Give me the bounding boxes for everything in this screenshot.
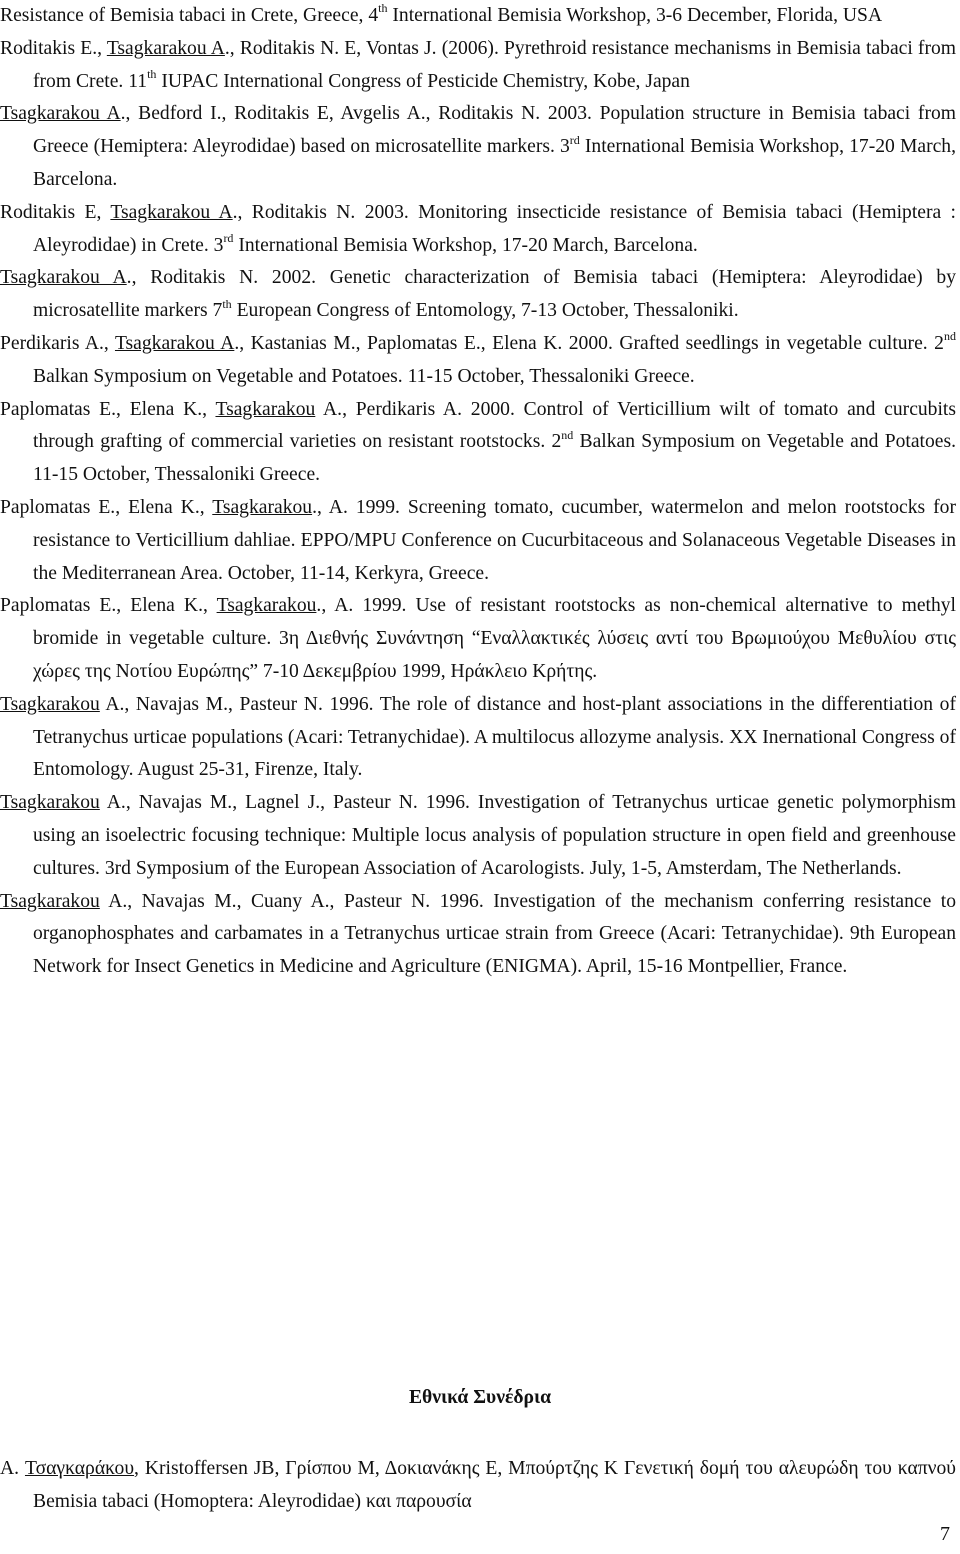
reference-text: International Bemisia Workshop, 17-20 March, Barcelona.: [33, 136, 956, 190]
reference-item: [0, 328, 960, 394]
reference-text: International Bemisia Workshop, 3-6 December, Florida, USA: [387, 5, 883, 26]
superscript: th: [378, 1, 388, 16]
reference-text: ., A. 1999. Screening tomato, cucumber, watermelon and melon rootstocks for resistance to Verticillium dahliae. EPPO/MPU Conference on Cucurbitaceous and Solanaceous Vegetable Diseases in the Mediterranean Area. October, 11-14, Kerkyra, Greece.: [33, 496, 957, 584]
highlighted-author: Tsagkarakou: [215, 398, 316, 420]
highlighted-author: Tsagkarakou: [0, 890, 100, 912]
page-number: 7: [940, 1523, 950, 1545]
highlighted-author: Tsagkarakou: [0, 792, 100, 814]
reference-text: ., Kastanias M., Paplomatas E., Elena K. 2000. Grafted seedlings in vegetable culture. 2: [234, 332, 944, 354]
superscript: rd: [569, 132, 580, 147]
highlighted-author: Tsagkarakou A: [106, 37, 225, 59]
superscript: th: [222, 296, 232, 311]
reference-text: ., Bedford I., Roditakis E, Avgelis A., Roditakis N. 2003. Population structure in Bemisia tabaci from Greece (Hemiptera: Aleyrodidae) based on microsatellite markers. 3: [33, 103, 957, 158]
reference-authors: Roditakis E,: [0, 201, 111, 223]
reference-item: [0, 886, 960, 984]
highlighted-author: Τσαγκαράκου: [24, 1458, 135, 1479]
reference-authors: Roditakis E.,: [0, 37, 107, 59]
reference-authors: Perdikaris A.,: [0, 332, 115, 354]
reference-text: ., Roditakis N. E, Vontas J. (2006). Pyrethroid resistance mechanisms in Bemisia tabaci from from Crete. 11: [33, 37, 957, 92]
reference-text: ., Roditakis N. 2003. Monitoring insecticide resistance of Bemisia tabaci (Hemiptera : Aleyrodidae) in Crete. 3: [33, 201, 956, 256]
reference-authors: Paplomatas E., Elena K.,: [0, 496, 213, 518]
reference-authors: Paplomatas E., Elena K.,: [0, 595, 217, 617]
reference-text: A., Navajas M., Cuany A., Pasteur N. 1996. Investigation of the mechanism conferring resistance to organophosphates and carbamates in a Tetranychus urticae strain from Greece (Acari: Tetranychidae). 9th European Network for Insect Genetics in Medicine and Agriculture (ENIGMA). April, 15-16 Montpellier, France.: [33, 890, 956, 978]
reference-text: A., Perdikaris A. 2000. Control of Verticillium wilt of tomato and curcubits through grafting of commercial varieties on resistant rootstocks. 2: [33, 398, 956, 453]
reference-text: IUPAC International Congress of Pesticide Chemistry, Kobe, Japan: [156, 70, 690, 92]
reference-text: ., Roditakis N. 2002. Genetic characterization of Bemisia tabaci (Hemiptera: Aleyrodidae) by microsatellite markers 7: [33, 267, 957, 322]
reference-text: International Bemisia Workshop, 17-20 March, Barcelona.: [233, 234, 698, 256]
reference-item: [0, 394, 960, 492]
reference-item: [0, 262, 960, 328]
reference-item: [0, 1453, 960, 1519]
reference-text: , Kristoffersen JB, Γρίσπου Μ, Δοκιανάκης Ε, Μπούρτζης Κ Γενετική δομή του αλευρώδη του καπνού Bemisia tabaci (Homoptera: Aleyrodidae) και παρουσία: [33, 1458, 956, 1512]
reference-item: [0, 787, 960, 885]
reference-text: A., Navajas M., Lagnel J., Pasteur N. 1996. Investigation of Tetranychus urticae genetic polymorphism using an isoelectric focusing technique: Multiple locus analysis of population structure in open field and greenhouse cultures. 3rd Symposium of the European Association of Acarologists. July, 1-5, Amsterdam, The Netherlands.: [33, 792, 956, 879]
reference-authors: Paplomatas E., Elena K.,: [0, 398, 216, 420]
reference-item: [0, 33, 960, 99]
highlighted-author: Tsagkarakou A: [0, 267, 127, 289]
reference-item: [0, 492, 960, 590]
reference-text: Balkan Symposium on Vegetable and Potatoes. 11-15 October, Thessaloniki Greece.: [33, 431, 956, 486]
highlighted-author: Tsagkarakou: [212, 496, 313, 518]
reference-item: [0, 98, 960, 196]
reference-item: [0, 590, 960, 688]
reference-item: [0, 0, 960, 33]
reference-text: ., A. 1999. Use of resistant rootstocks as non-chemical alternative to methyl bromide in vegetable culture. 3η Διεθνής Συνάντηση “Εναλλακτικές λύσεις αντί του Βρωμιούχου Μεθυλίου στις χώρες της Νοτίου Ευρώπης” 7-10 Δεκεμβρίου 1999, Ηράκλειο Κρήτης.: [33, 595, 956, 682]
section-heading: Εθνικά Συνέδρια: [408, 1387, 552, 1408]
highlighted-author: Tsagkarakou: [216, 595, 317, 617]
superscript: th: [147, 67, 157, 82]
superscript: nd: [943, 329, 956, 344]
superscript: nd: [561, 427, 574, 442]
highlighted-author: Tsagkarakou A: [114, 332, 235, 354]
superscript: rd: [223, 231, 234, 246]
reference-authors: A.: [0, 1458, 25, 1479]
reference-item: [0, 689, 960, 787]
reference-text: Resistance of Bemisia tabaci in Crete, Greece, 4: [0, 5, 379, 26]
highlighted-author: Tsagkarakou A: [110, 201, 233, 223]
reference-text: Balkan Symposium on Vegetable and Potatoes. 11-15 October, Thessaloniki Greece.: [33, 365, 695, 387]
reference-item: [0, 197, 960, 263]
reference-text: A., Navajas M., Pasteur N. 1996. The role of distance and host-plant associations in the differentiation of Tetranychus urticae populations (Acari: Tetranychidae). A multilocus allozyme analysis. XX Inernational Congress of Entomology. August 25-31, Firenze, Italy.: [33, 693, 956, 781]
reference-text: European Congress of Entomology, 7-13 October, Thessaloniki.: [231, 300, 739, 322]
highlighted-author: Tsagkarakou A: [0, 103, 121, 125]
highlighted-author: Tsagkarakou: [0, 693, 100, 715]
